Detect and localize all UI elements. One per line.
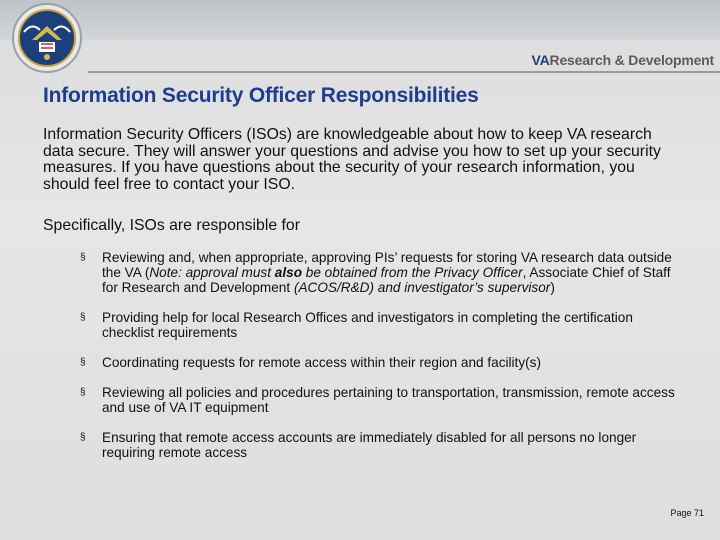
- bullet1-text-c: ): [550, 280, 555, 295]
- slide-title: Information Security Officer Responsibilities: [43, 84, 479, 107]
- brand-wordmark: [532, 52, 714, 68]
- bullet1-note-also: also: [274, 265, 302, 280]
- list-item: [80, 310, 680, 340]
- bullet5-text: Ensuring that remote access accounts are immediately disabled for all persons no longer requiring remote access: [102, 430, 637, 460]
- page-number: Page 71: [670, 508, 704, 518]
- bullet2-text: Providing help for local Research Offices and investigators in completing the certification checklist requirements: [102, 310, 633, 340]
- bullet-icon: §: [80, 432, 86, 443]
- bullet-icon: §: [80, 252, 86, 263]
- specifically-lead: Specifically, ISOs are responsible for: [43, 217, 300, 234]
- bullet-icon: §: [80, 357, 86, 368]
- bullet1-note-a: Note: approval must: [149, 265, 275, 280]
- list-item: [80, 355, 680, 370]
- responsibility-list: [80, 250, 680, 460]
- brand-text: Research & Development: [549, 52, 714, 68]
- bullet4-text: Reviewing all policies and procedures pertaining to transportation, transmission, remote access and use of VA IT equipment: [102, 385, 675, 415]
- bullet1-privacy: Privacy Officer: [434, 265, 523, 280]
- bullet1-acos: (ACOS/R&D) and investigator’s supervisor: [293, 280, 551, 295]
- bullet1-note-b: be obtained from the: [302, 265, 435, 280]
- list-item: [80, 250, 680, 295]
- intro-paragraph: Information Security Officers (ISOs) are knowledgeable about how to keep VA research data secure. They will answer your questions and advise you how to set up your security measures. If you have questions about the security of your research information, you should feel free to contact your ISO.: [43, 126, 661, 193]
- header-divider: [88, 71, 720, 73]
- bullet-icon: §: [80, 312, 86, 323]
- bullet-icon: §: [80, 387, 86, 398]
- bullet1-text-b: , Associate Chief of Staff for Research and Development: [102, 265, 671, 295]
- bullet3-text: Coordinating requests for remote access within their region and facility(s): [102, 355, 541, 370]
- bullet1-text-a: Reviewing and, when appropriate, approving PIs’ requests for storing VA research data outside the VA (: [102, 250, 672, 280]
- header-bar: [0, 0, 720, 40]
- va-seal-icon: [2, 0, 92, 78]
- list-item: [80, 385, 680, 415]
- list-item: [80, 430, 680, 460]
- brand-va: VA: [531, 52, 550, 68]
